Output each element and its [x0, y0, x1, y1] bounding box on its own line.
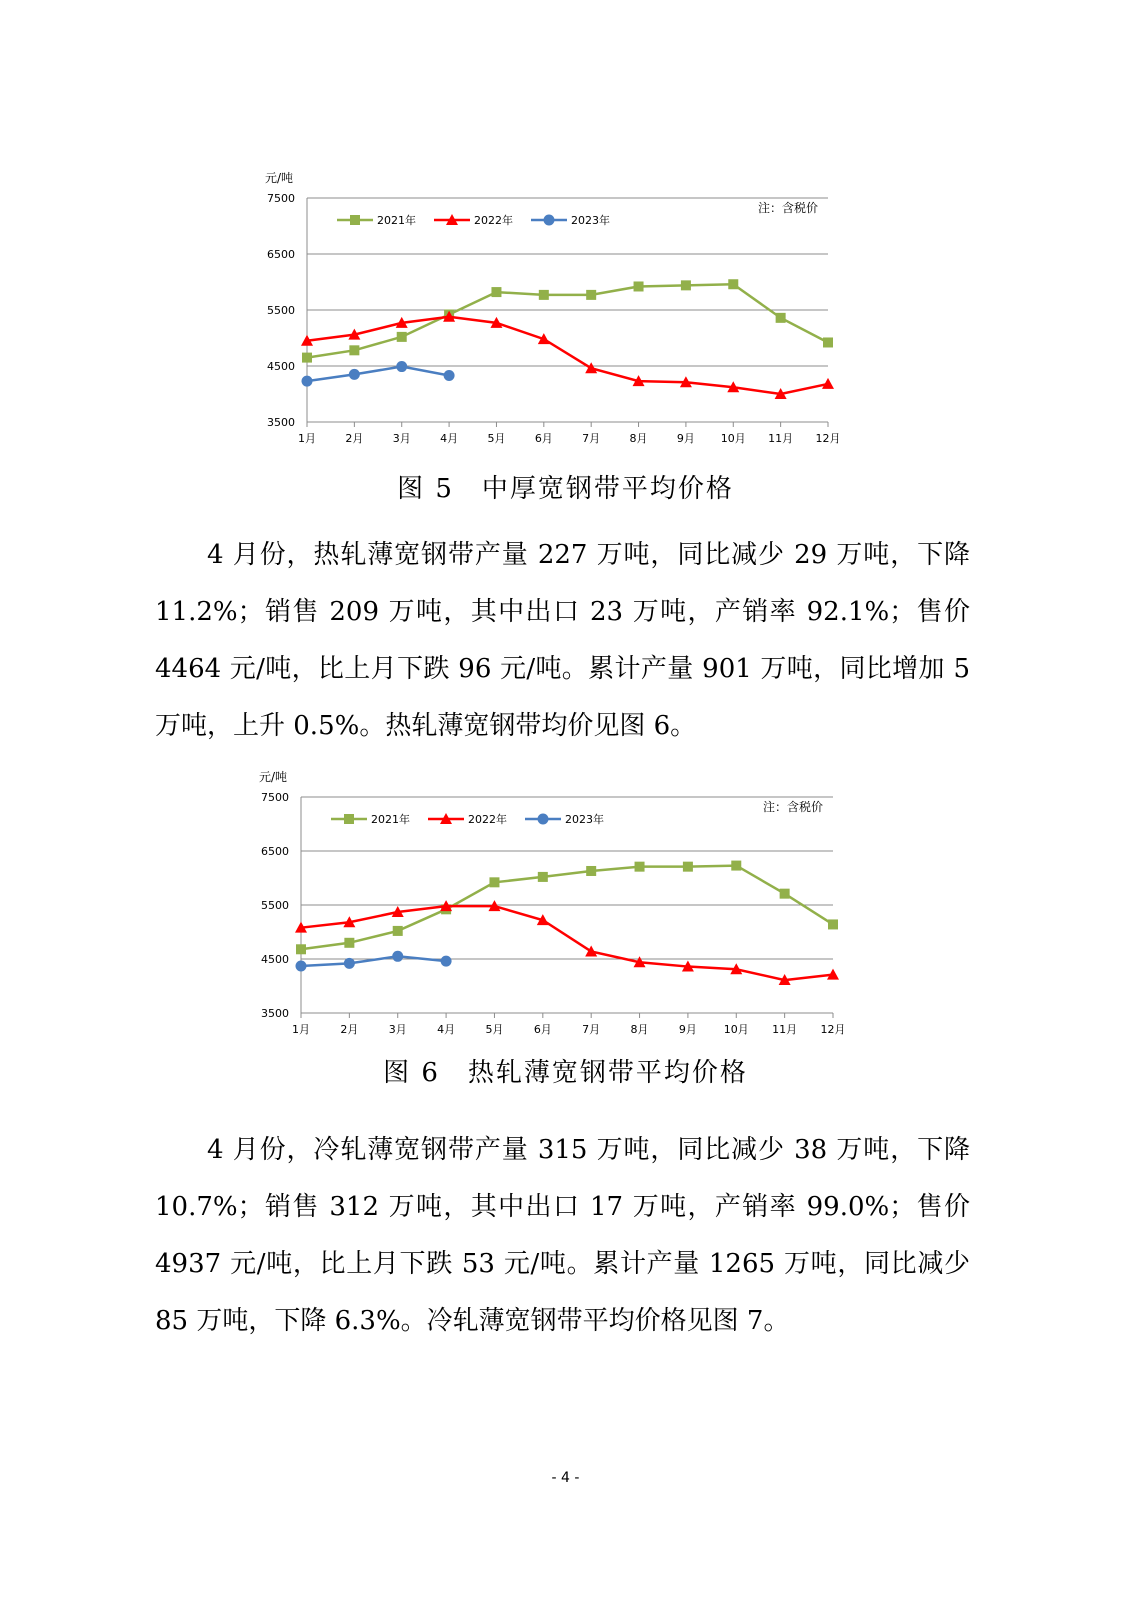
series-line — [301, 906, 833, 980]
data-point — [344, 938, 354, 948]
legend-marker — [344, 814, 354, 824]
series-2022年 — [295, 900, 839, 985]
data-point — [586, 290, 596, 300]
data-point — [393, 926, 403, 936]
legend-label: 2021年 — [377, 214, 416, 227]
data-point — [634, 281, 644, 291]
data-point — [302, 376, 313, 387]
y-tick-label: 5500 — [261, 899, 289, 912]
legend-label: 2023年 — [571, 214, 610, 227]
data-point — [585, 362, 597, 373]
data-point — [681, 280, 691, 290]
series-2022年 — [301, 311, 834, 399]
legend-marker — [350, 215, 360, 225]
figure-6-caption: 图 6 热轧薄宽钢带平均价格 — [383, 1058, 748, 1088]
y-tick-label: 3500 — [261, 1007, 289, 1020]
x-tick-label: 12月 — [815, 432, 841, 445]
y-tick-label: 4500 — [261, 953, 289, 966]
data-point — [349, 345, 359, 355]
figure-5-caption: 图 5 中厚宽钢带平均价格 — [397, 474, 734, 504]
series-2021年 — [296, 861, 838, 955]
x-tick-label: 1月 — [298, 432, 316, 445]
data-point — [344, 958, 355, 969]
data-point — [441, 956, 452, 967]
data-point — [489, 877, 499, 887]
legend-marker — [544, 215, 555, 226]
series-2021年 — [302, 279, 833, 362]
data-point — [823, 337, 833, 347]
y-tick-label: 5500 — [267, 304, 295, 317]
data-point — [683, 862, 693, 872]
x-tick-label: 7月 — [582, 432, 601, 445]
legend-label: 2021年 — [371, 813, 410, 826]
data-point — [444, 370, 455, 381]
y-unit-label: 元/吨 — [259, 770, 288, 784]
x-tick-label: 11月 — [772, 1023, 798, 1036]
paragraph-cold-rolled: 4 月份，冷轧薄宽钢带产量 315 万吨，同比减少 38 万吨，下降 10.7%；销售 312 万吨，其中出口 17 万吨，产销率 99.0%；售价 4937 元/吨，比上月下跌 53 元/吨。累计产量 1265 万吨，同比减少 85 万吨，下降 6.3%。冷轧薄宽钢带平均价格见图 7。 — [155, 1135, 970, 1336]
paragraph-hot-rolled: 4 月份，热轧薄宽钢带产量 227 万吨，同比减少 29 万吨，下降 11.2%；销售 209 万吨，其中出口 23 万吨，产销率 92.1%；售价 4464 元/吨，比上月下跌 96 元/吨。累计产量 901 万吨，同比增加 5 万吨，上升 0.5%。热轧薄宽钢带均价见图 6。 — [155, 540, 970, 741]
x-tick-label: 8月 — [630, 1023, 649, 1036]
figure-6-chart — [255, 762, 875, 1050]
legend-label: 2022年 — [468, 813, 507, 826]
x-tick-label: 9月 — [676, 432, 695, 445]
y-unit-label: 元/吨 — [265, 171, 294, 185]
data-point — [392, 951, 403, 962]
x-tick-label: 10月 — [723, 1023, 749, 1036]
y-tick-label: 4500 — [267, 360, 295, 373]
series-2023年 — [296, 951, 452, 972]
data-point — [349, 369, 360, 380]
legend-label: 2023年 — [565, 813, 604, 826]
x-tick-label: 8月 — [629, 432, 648, 445]
x-tick-label: 5月 — [485, 1023, 504, 1036]
series-line — [301, 956, 446, 966]
x-tick-label: 2月 — [340, 1023, 359, 1036]
data-point — [397, 332, 407, 342]
data-point — [296, 944, 306, 954]
data-point — [586, 866, 596, 876]
data-point — [822, 378, 834, 389]
series-line — [307, 367, 449, 382]
y-tick-label: 7500 — [261, 791, 289, 804]
x-tick-label: 5月 — [487, 432, 506, 445]
data-point — [296, 961, 307, 972]
x-tick-label: 4月 — [437, 1023, 456, 1036]
figure-6-svg — [255, 762, 875, 1050]
figure-5-svg — [255, 160, 875, 455]
y-tick-label: 6500 — [261, 845, 289, 858]
x-tick-label: 4月 — [440, 432, 459, 445]
x-tick-label: 6月 — [534, 432, 553, 445]
series-line — [307, 317, 828, 394]
series-line — [307, 284, 828, 357]
data-point — [302, 353, 312, 363]
data-point — [776, 313, 786, 323]
data-point — [538, 872, 548, 882]
data-point — [585, 945, 597, 956]
x-tick-label: 11月 — [768, 432, 794, 445]
x-tick-label: 12月 — [820, 1023, 846, 1036]
figure-5-chart — [255, 160, 875, 455]
data-point — [539, 290, 549, 300]
data-point — [491, 287, 501, 297]
x-tick-label: 2月 — [345, 432, 364, 445]
y-tick-label: 3500 — [267, 416, 295, 429]
data-point — [731, 861, 741, 871]
x-tick-label: 1月 — [292, 1023, 310, 1036]
data-point — [635, 862, 645, 872]
data-point — [728, 279, 738, 289]
data-point — [396, 361, 407, 372]
x-tick-label: 3月 — [392, 432, 411, 445]
legend-marker — [538, 814, 549, 825]
series-2023年 — [302, 361, 455, 387]
data-point — [780, 889, 790, 899]
chart-note: 注：含税价 — [762, 800, 823, 814]
y-tick-label: 6500 — [267, 248, 295, 261]
x-tick-label: 7月 — [582, 1023, 601, 1036]
data-point — [828, 919, 838, 929]
x-tick-label: 3月 — [388, 1023, 407, 1036]
legend-label: 2022年 — [474, 214, 513, 227]
x-tick-label: 9月 — [678, 1023, 697, 1036]
chart-note: 注：含税价 — [757, 201, 818, 215]
x-tick-label: 6月 — [533, 1023, 552, 1036]
y-tick-label: 7500 — [267, 192, 295, 205]
x-tick-label: 10月 — [720, 432, 746, 445]
page-number: - 4 - — [551, 1470, 580, 1486]
